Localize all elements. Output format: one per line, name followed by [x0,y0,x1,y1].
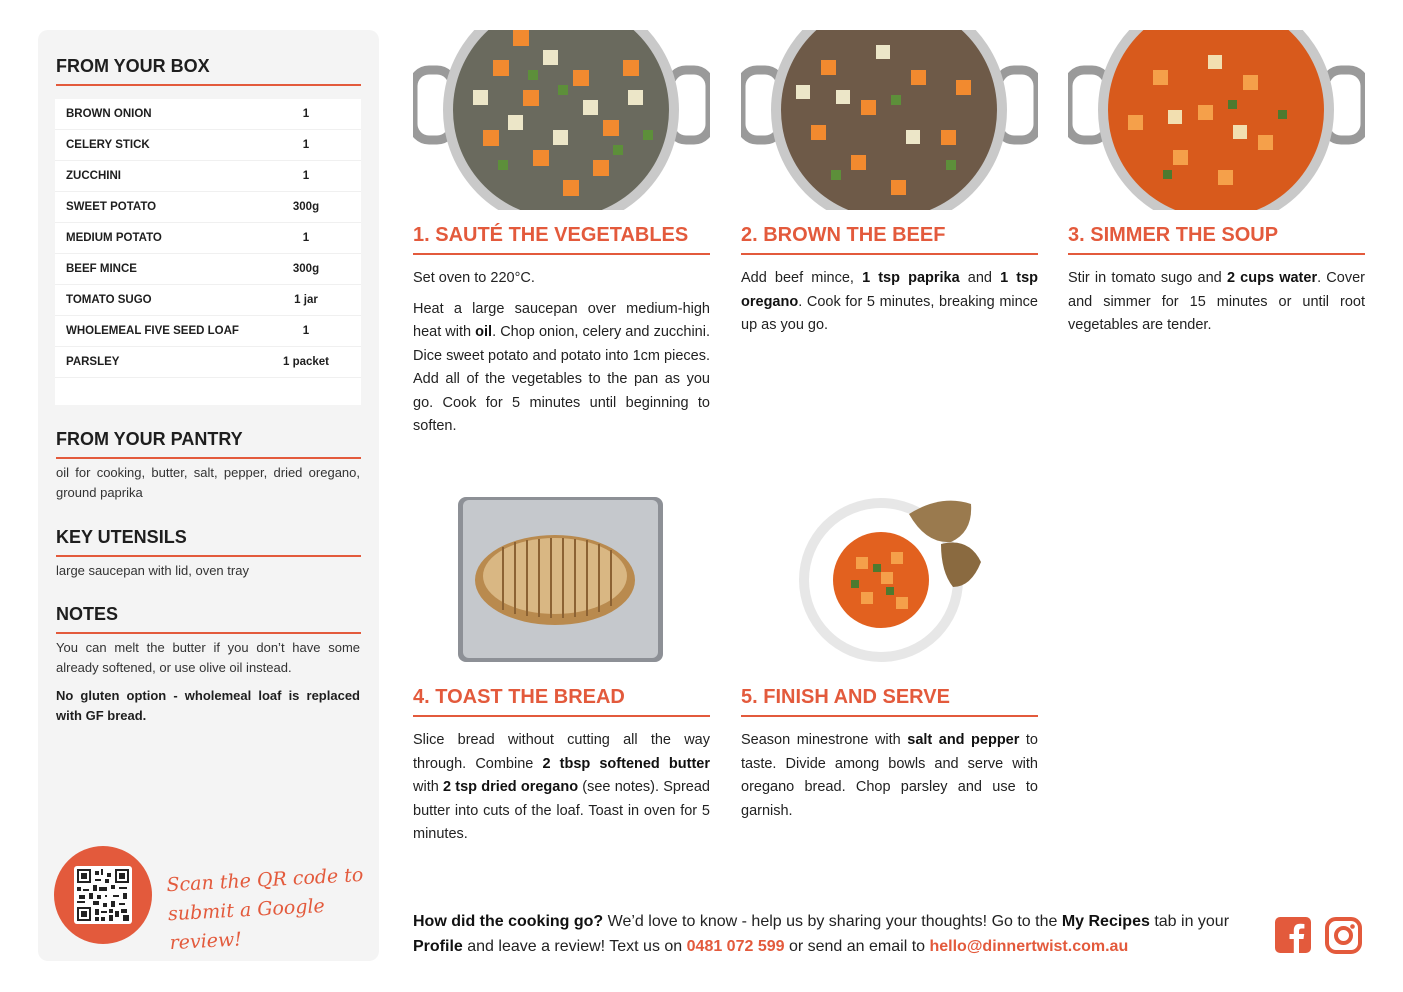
text-run: Slice bread without cutting all the way through. Combine [413,732,710,772]
feedback-footer [413,909,1263,959]
text-bold: 2 cups water [1226,270,1318,286]
ingredient-row [55,223,361,254]
qr-code-badge[interactable] [54,846,152,944]
step-5-title: 5. FINISH AND SERVE [741,686,1038,717]
ingredient-name: ZUCCHINI [66,170,121,182]
step-2-title: 2. BROWN THE BEEF [741,224,1038,255]
text-bold: 2 tbsp softened butter [542,755,710,772]
email-link[interactable]: hello@dinnertwist.com.au [929,938,1129,955]
ingredient-row [55,347,361,378]
text-run: (see notes). Spread butter into cuts of the loaf. Toast in oven for 5 minutes. [413,779,710,842]
step-3-title: 3. SIMMER THE SOUP [1068,224,1365,255]
notes-text: You can melt the butter if you don’t have some already softened, or use olive oil instead. [56,640,360,675]
my-recipes-link[interactable]: My Recipes [1061,913,1150,930]
ingredient-qty: 1 [302,170,310,182]
instagram-icon[interactable] [1325,917,1363,955]
step-4 [413,492,710,854]
step-1-para-2 [413,298,710,439]
ingredients-table [55,99,361,405]
ingredient-row [55,254,361,285]
step-5-para [741,729,1038,823]
step-1-title: 1. SAUTÉ THE VEGETABLES [413,224,710,255]
ingredient-row [55,285,361,316]
step-1 [413,30,710,446]
text-run: Heat a large saucepan over medium-high heat with [413,300,710,340]
ingredient-qty: 300g [292,263,320,275]
text-run: tab in your [1149,913,1230,930]
ingredient-qty: 1 [302,108,310,120]
qr-caption-line1: Scan the QR code to [166,863,364,897]
qr-code-icon[interactable] [74,866,132,924]
text-run: Season minestrone with [741,732,908,748]
ingredient-name: BROWN ONION [66,108,152,120]
step-4-body [413,729,710,847]
qr-review-caption [166,861,370,958]
text-run: . Cover and simmer for 15 minutes or until root vegetables are tender. [1068,270,1365,333]
facebook-icon[interactable] [1275,917,1313,955]
text-bold: 2 tsp dried oregano [443,779,579,795]
step-5-body [741,729,1038,823]
key-utensils-heading: KEY UTENSILS [56,527,361,557]
step-2-para [741,267,1038,338]
utensils-text: large saucepan with lid, oven tray [56,563,249,578]
text-run: We’d love to know - help us by sharing your thoughts! Go to the [603,913,1062,930]
profile-link[interactable]: Profile [413,938,463,955]
pantry-text: oil for cooking, butter, salt, pepper, dried oregano, ground paprika [56,465,360,500]
step-4-para [413,729,710,847]
text-run: with [413,779,443,795]
ingredient-row [55,192,361,223]
ingredient-qty: 1 packet [282,356,330,368]
feedback-question: How did the cooking go? [413,913,604,930]
step-1-para-1: Set oven to 220°C. [413,270,535,286]
ingredients-sidebar [38,30,379,961]
from-your-pantry-heading: FROM YOUR PANTRY [56,429,361,459]
qr-caption-line2: submit a Google review! [167,895,326,955]
text-bold: 1 tsp paprika [862,270,960,286]
ingredient-name: SWEET POTATO [66,201,157,213]
ingredient-qty: 1 [302,139,310,151]
step-3-para [1068,267,1365,338]
step-4-title: 4. TOAST THE BREAD [413,686,710,717]
ingredient-name: PARSLEY [66,356,120,368]
text-run: Stir in tomato sugo and [1068,270,1227,286]
notes-gluten-text: No gluten option - wholemeal loaf is replaced with GF bread. [56,688,360,723]
step-4-image [413,492,710,672]
ingredient-qty: 300g [292,201,320,213]
step-3-image [1068,30,1365,210]
ingredient-row [55,316,361,347]
ingredient-row [55,130,361,161]
ingredient-qty: 1 [302,232,310,244]
text-bold: 1 tsp oregano [741,270,1038,310]
ingredient-name: BEEF MINCE [66,263,137,275]
step-2-body [741,267,1038,338]
phone-link[interactable]: 0481 072 599 [686,938,785,955]
step-5-image [741,492,1038,672]
notes-heading: NOTES [56,604,361,634]
text-bold: salt and pepper [907,732,1020,748]
text-run: to taste. Divide among bowls and serve with oregano bread. Chop parsley and use to garnish. [741,732,1038,819]
text-run: and leave a review! Text us on [462,938,687,955]
ingredient-qty: 1 [302,325,310,337]
step-3 [1068,30,1365,345]
ingredient-name: TOMATO SUGO [66,294,152,306]
ingredient-row [55,99,361,130]
text-run: Add beef mince, [741,270,863,286]
text-run: . Chop onion, celery and zucchini. Dice sweet potato and potato into 1cm pieces. Add all of the vegetables to the pan as you go. Cook for 5 minutes until beginning to soften. [413,324,710,434]
step-1-body [413,267,710,439]
step-5 [741,492,1038,830]
text-bold: oil [475,324,493,340]
text-run: . Cook for 5 minutes, breaking mince up as you go. [741,293,1038,333]
ingredient-row [55,161,361,192]
step-2-image [741,30,1038,210]
text-run: and [959,270,1001,286]
ingredient-qty: 1 jar [294,294,318,306]
ingredient-name: MEDIUM POTATO [66,232,162,244]
step-1-image [413,30,710,210]
step-2 [741,30,1038,345]
text-run: or send an email to [784,938,930,955]
ingredient-name: CELERY STICK [66,139,150,151]
ingredient-name: WHOLEMEAL FIVE SEED LOAF [66,325,239,337]
from-your-box-heading: FROM YOUR BOX [56,56,361,86]
step-3-body [1068,267,1365,338]
